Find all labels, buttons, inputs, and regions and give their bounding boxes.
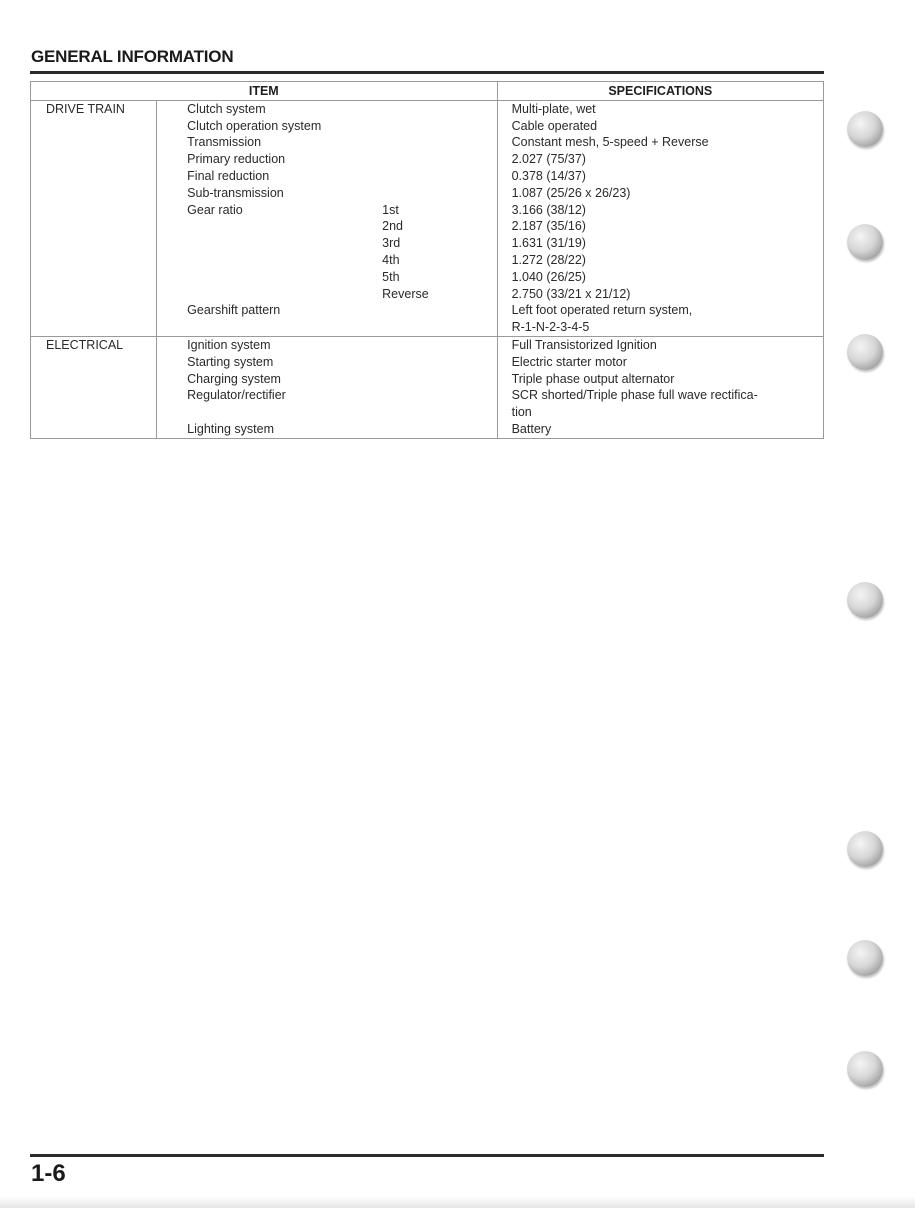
index-tab-dot bbox=[847, 1051, 883, 1087]
spec-value: SCR shorted/Triple phase full wave rectifica- bbox=[511, 388, 758, 403]
item-line bbox=[157, 185, 496, 202]
item-sub: 1st bbox=[382, 202, 399, 217]
item-line bbox=[157, 371, 496, 388]
spec-value: 1.087 (25/26 x 26/23) bbox=[511, 185, 631, 200]
item-line bbox=[157, 134, 496, 151]
spec-value: Multi-plate, wet bbox=[511, 101, 596, 116]
index-tab-dot bbox=[847, 582, 883, 618]
item-line bbox=[157, 269, 496, 286]
spec-value: Left foot operated return system, bbox=[511, 303, 693, 318]
table-section-row bbox=[31, 336, 824, 438]
item-cell bbox=[157, 336, 497, 438]
item-sub: 5th bbox=[382, 269, 400, 284]
item-name bbox=[187, 235, 382, 252]
index-tab-dot bbox=[847, 224, 883, 260]
item-name: Gear ratio bbox=[187, 202, 243, 217]
item-line bbox=[157, 218, 496, 235]
item-name: Primary reduction bbox=[187, 152, 286, 167]
footer-rule bbox=[30, 1154, 824, 1157]
item-name: Regulator/rectifier bbox=[187, 388, 286, 403]
item-name bbox=[187, 319, 382, 336]
item-name: Clutch system bbox=[187, 101, 266, 116]
item-line bbox=[157, 319, 496, 336]
item-line bbox=[157, 421, 496, 438]
item-line bbox=[157, 101, 496, 118]
item-line bbox=[157, 302, 496, 319]
item-line bbox=[157, 235, 496, 252]
spec-value: R-1-N-2-3-4-5 bbox=[511, 320, 590, 335]
spec-value: 2.187 (35/16) bbox=[511, 219, 586, 234]
item-header: ITEM bbox=[31, 82, 498, 101]
spec-cell bbox=[497, 100, 823, 336]
item-name: Sub-transmission bbox=[187, 185, 284, 200]
spec-value: 3.166 (38/12) bbox=[511, 202, 586, 217]
spec-value: Constant mesh, 5-speed + Reverse bbox=[511, 135, 709, 150]
item-name: Clutch operation system bbox=[187, 118, 322, 133]
table-section-row bbox=[31, 100, 824, 336]
table-body bbox=[31, 100, 824, 438]
item-cell bbox=[157, 100, 497, 336]
page-number: 1-6 bbox=[31, 1160, 66, 1187]
index-tab-dot bbox=[847, 334, 883, 370]
item-name bbox=[187, 218, 382, 235]
specifications-header: SPECIFICATIONS bbox=[497, 82, 823, 101]
table-header-row bbox=[31, 82, 824, 101]
page-bottom-edge bbox=[0, 1196, 915, 1208]
item-line bbox=[157, 118, 496, 135]
spec-value: tion bbox=[511, 405, 532, 420]
item-name: Starting system bbox=[187, 354, 274, 369]
spec-value: 2.750 (33/21 x 21/12) bbox=[511, 286, 631, 301]
index-tab-dot bbox=[847, 831, 883, 867]
section-label: DRIVE TRAIN bbox=[31, 100, 157, 336]
spec-value: Electric starter motor bbox=[511, 354, 627, 369]
item-line bbox=[157, 354, 496, 371]
item-name: Charging system bbox=[187, 371, 281, 386]
item-name: Lighting system bbox=[187, 421, 275, 436]
spec-value: 1.631 (31/19) bbox=[511, 236, 586, 251]
item-name bbox=[187, 404, 382, 421]
spec-value: Triple phase output alternator bbox=[511, 371, 675, 386]
item-line bbox=[157, 404, 496, 421]
spec-value: Battery bbox=[511, 421, 552, 436]
spec-cell bbox=[497, 336, 823, 438]
item-name: Transmission bbox=[187, 135, 262, 150]
spec-value: Cable operated bbox=[511, 118, 598, 133]
spec-value: Full Transistorized Ignition bbox=[511, 337, 657, 352]
specifications-table bbox=[30, 81, 824, 439]
item-name bbox=[187, 286, 382, 303]
spec-value: 0.378 (14/37) bbox=[511, 168, 586, 183]
section-label: ELECTRICAL bbox=[31, 336, 157, 438]
item-name: Ignition system bbox=[187, 337, 271, 352]
item-line bbox=[157, 252, 496, 269]
item-line bbox=[157, 168, 496, 185]
item-line bbox=[157, 387, 496, 404]
title-rule bbox=[30, 71, 824, 74]
index-tab-dot bbox=[847, 111, 883, 147]
item-name bbox=[187, 269, 382, 286]
item-name: Gearshift pattern bbox=[187, 303, 281, 318]
page-title: GENERAL INFORMATION bbox=[31, 47, 234, 66]
item-line bbox=[157, 202, 496, 219]
item-sub: 4th bbox=[382, 252, 400, 267]
spec-value: 2.027 (75/37) bbox=[511, 152, 586, 167]
index-tab-dot bbox=[847, 940, 883, 976]
spec-value: 1.040 (26/25) bbox=[511, 269, 586, 284]
item-line bbox=[157, 337, 496, 354]
item-name bbox=[187, 252, 382, 269]
item-name: Final reduction bbox=[187, 168, 270, 183]
item-line bbox=[157, 286, 496, 303]
spec-value: 1.272 (28/22) bbox=[511, 252, 586, 267]
item-sub: 3rd bbox=[382, 236, 401, 251]
item-sub: 2nd bbox=[382, 219, 404, 234]
item-sub: Reverse bbox=[382, 286, 429, 301]
item-line bbox=[157, 151, 496, 168]
